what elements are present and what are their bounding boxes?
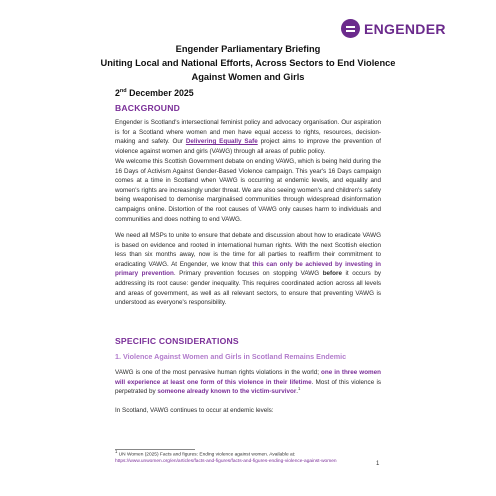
paragraph-debate: We welcome this Scottish Government debate on ending VAWG, which is being held during the 16 Days of Activism Against Gender-Based Violence campaign. This year's 16 Days campaign comes at a time in Scotland when VAWG is occurring at endemic levels, and equality and women's rights are increasingly under threat. We are also seeing women's and children's safety being weaponised to demonise marginalised communities through widespread disinformation campaigns online. Distortion of the root causes of VAWG only causes harm to individuals and communities and does nothing to end VAWG. xyxy=(115,158,381,223)
title-line-2: Uniting Local and National Efforts, Across Sectors to End Violence xyxy=(100,58,396,68)
paragraph-prevention: We need all MSPs to unite to ensure that debate and discussion about how to eradicate VAWG is based on evidence and rooted in international human rights. With the next Scottish election less than six months away, now is the time for all parties to reaffirm their commitment to eradicating VAWG. At Engender, we know that this can only be achieved by investing in primary prevention. Primary prevention focuses on stopping VAWG before it occurs by addressing its root cause: gender inequality. This requires coordinated action across all levels and areas of government, as well as all relevant sectors, to ensure that preventing VAWG is understood as everyone's responsibility. xyxy=(115,232,381,307)
paragraph-levels: In Scotland, VAWG continues to occur at endemic levels: xyxy=(115,407,274,414)
delivering-equally-safe-link[interactable]: Delivering Equally Safe xyxy=(185,138,258,146)
page-number: 1 xyxy=(376,461,380,467)
document-title xyxy=(60,42,436,84)
footnote: $^1$ UN Women (2025) Facts and figures: Ending violence against women. Available at: https://www.unwomen.org/en/articles/facts-and-figures/facts-and-figures-ending-violence-against-women xyxy=(115,449,337,465)
paragraph-intro: Engender is Scotland's intersectional feminist policy and advocacy organisation. Our aspiration is for a Scotland where women and men have equal access to rights, resources, decision-making and safety. Our Delivering Equally Safe project aims to improve the prevention of violence against women and girls (VAWG) through all areas of public policy. xyxy=(115,119,382,155)
specific-considerations-heading: SPECIFIC CONSIDERATIONS xyxy=(115,336,239,346)
engender-logo xyxy=(341,19,446,38)
briefing-date: 2nd December 2025 xyxy=(115,88,194,98)
background-heading: BACKGROUND xyxy=(115,103,181,113)
logo-text: ENGENDER xyxy=(364,20,446,37)
title-line-1: Engender Parliamentary Briefing xyxy=(175,44,321,54)
paragraph-endemic: VAWG is one of the most pervasive human rights violations in the world; one in three women will experience at least one form of this violence in their lifetime. Most of this violence is perpetrated by someone already known to the victim-survivor.$^1$ xyxy=(115,369,381,396)
footnote-marker[interactable]: 1 xyxy=(298,386,301,392)
title-line-3: Against Women and Girls xyxy=(191,72,305,82)
logo-equals-icon xyxy=(341,19,360,38)
subsection-heading-1: 1. Violence Against Women and Girls in Scotland Remains Endemic xyxy=(115,352,347,361)
footnote-divider xyxy=(115,449,195,450)
footnote-link[interactable]: https://www.unwomen.org/en/articles/facts-and-figures/facts-and-figures-ending-violence-against-women xyxy=(115,459,337,465)
